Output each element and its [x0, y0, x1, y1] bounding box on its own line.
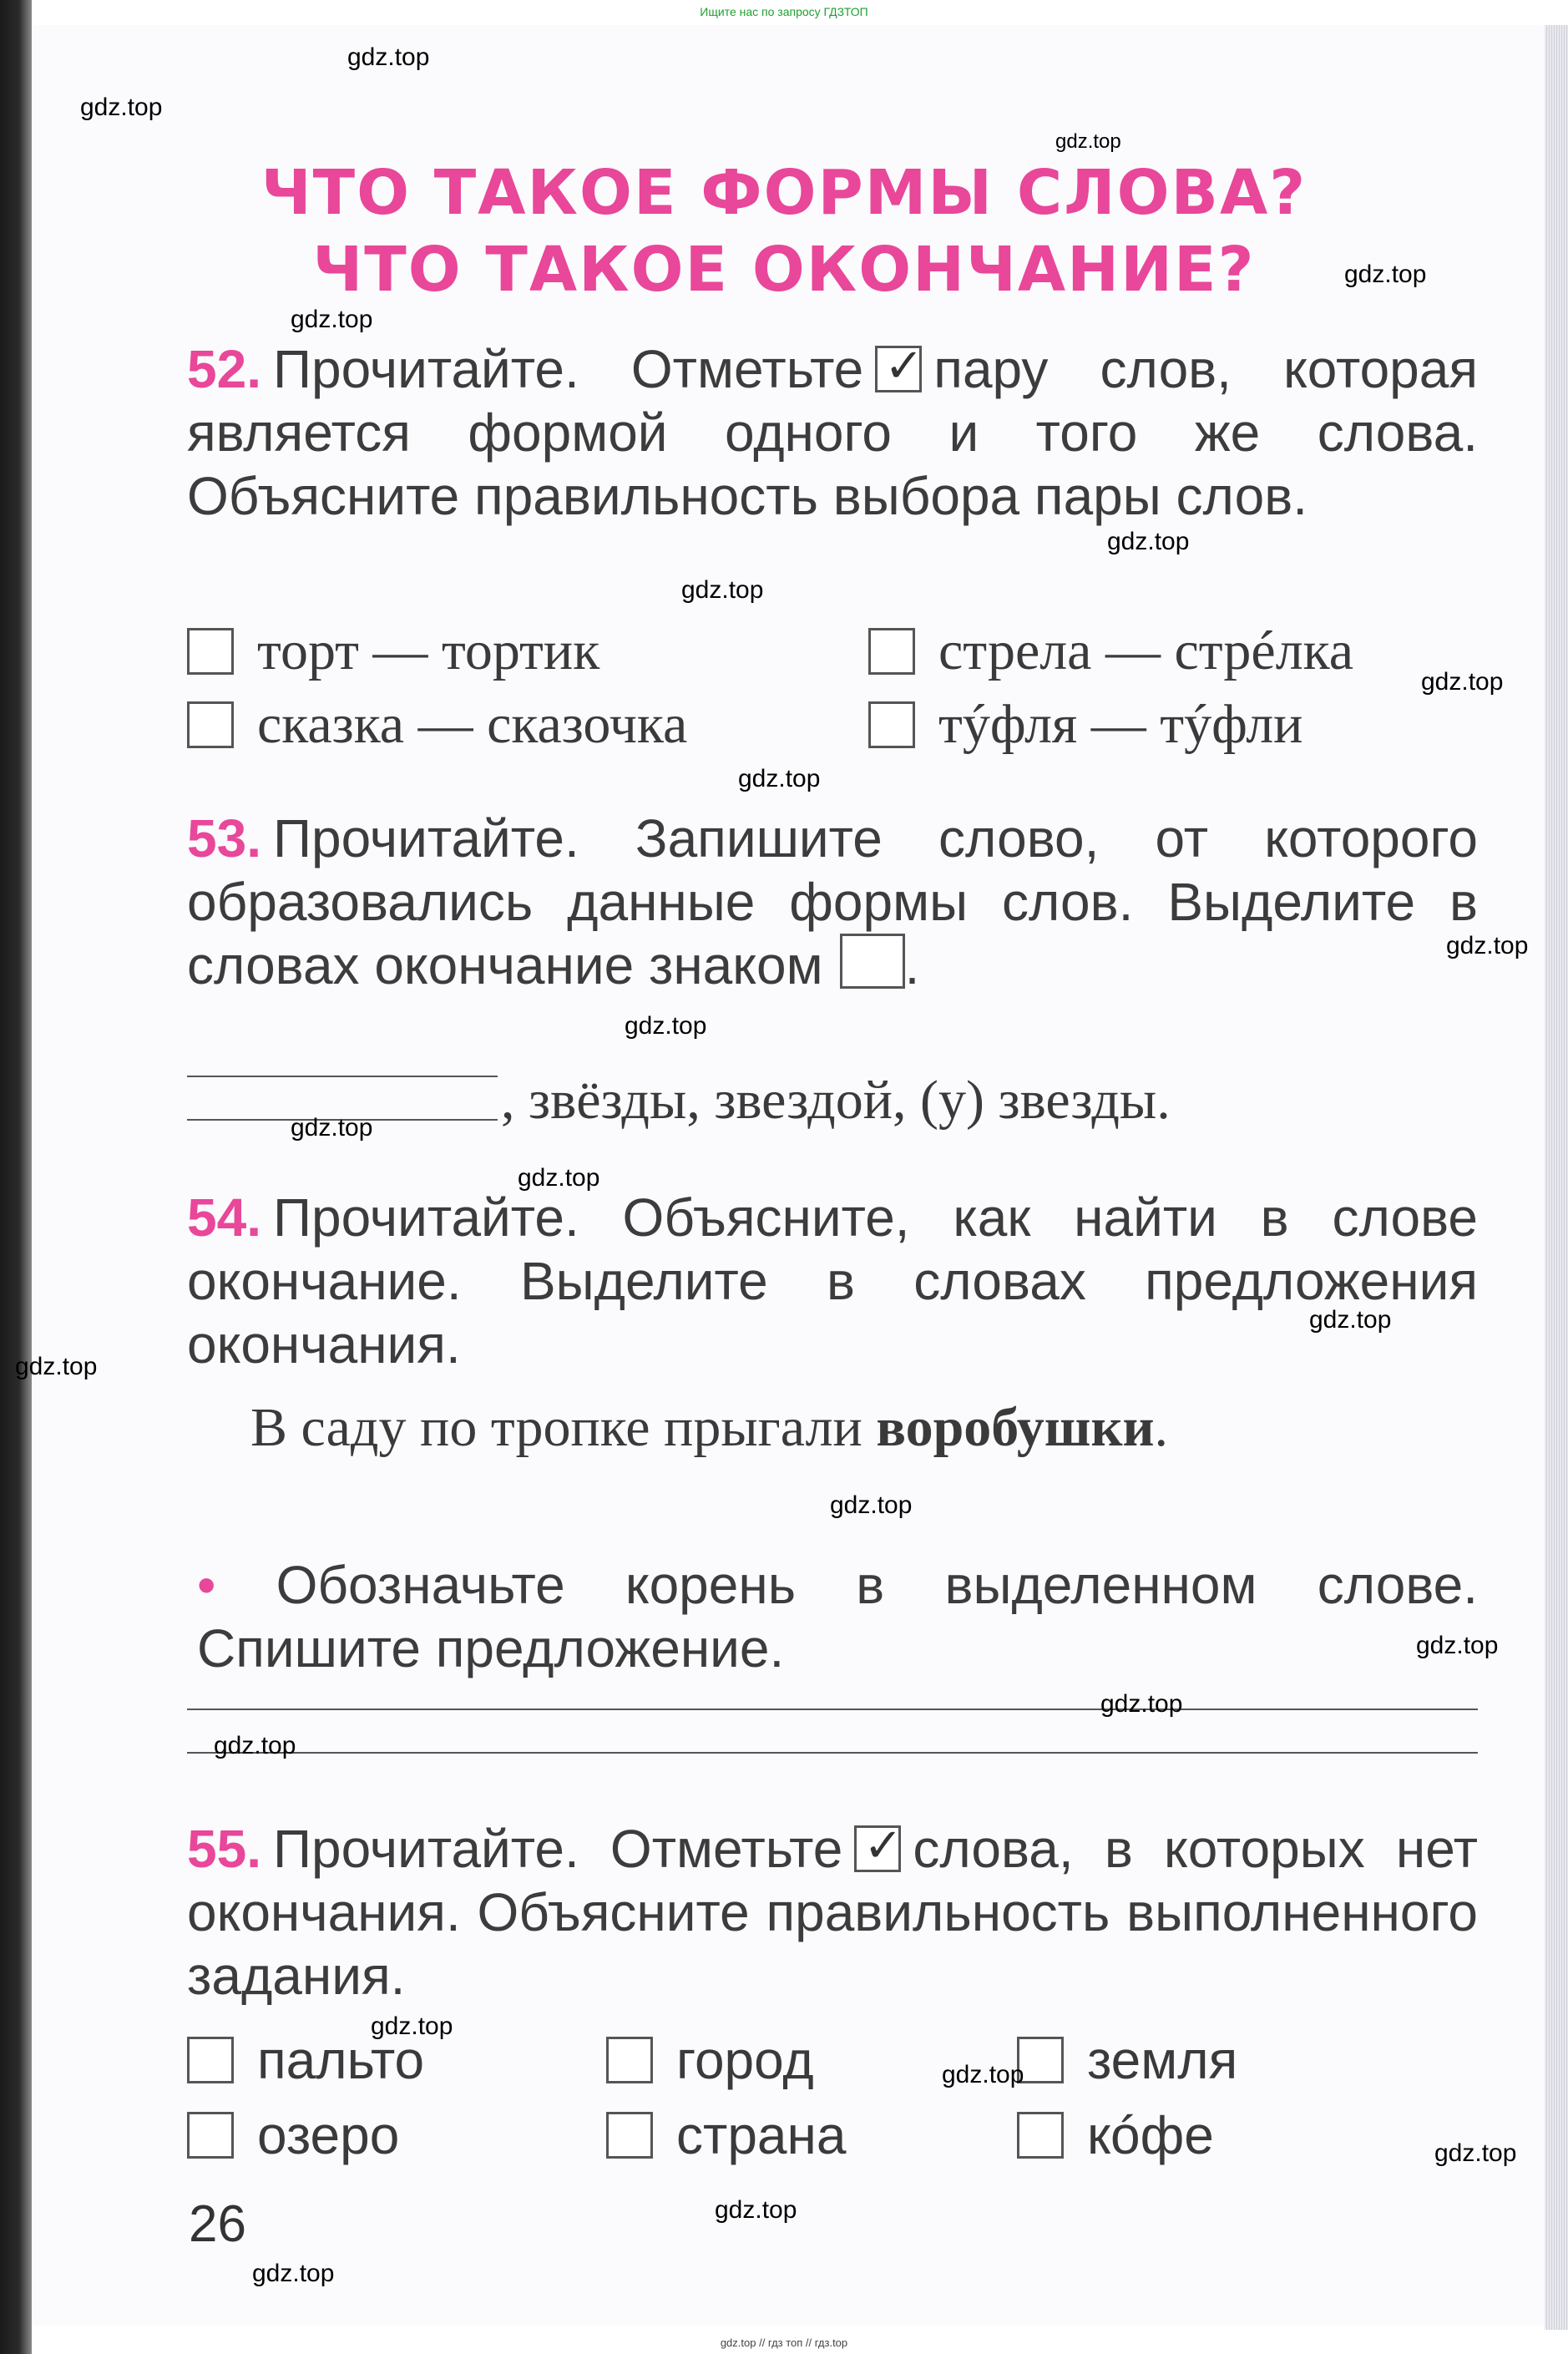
exercise-52-number: 52. — [187, 339, 261, 399]
checkmark-box-icon: ✓ — [854, 1825, 901, 1872]
ending-sign-icon — [840, 934, 905, 989]
book-spine — [0, 0, 32, 2354]
watermark: gdz.top — [1434, 2139, 1517, 2167]
bullet-icon: • — [197, 1555, 216, 1615]
exercise-54-text: 54. Прочитайте. Объясните, как найти в слове окончание. Выделите в словах предложения окончания. — [187, 1187, 1478, 1374]
exercise-55-text: 55. Прочитайте. Отметьте ✓ слова, в которых нет окончания. Объясните правильность выполненного задания. — [187, 1819, 1479, 2006]
word-option[interactable]: пальто — [187, 2029, 424, 2091]
exercise-52-text-b: пару слов, которая является формой одного и того же слова. Объясните правильность выбора пары слов. — [187, 339, 1479, 526]
pair-option-4[interactable]: тýфля — тýфли — [868, 693, 1302, 757]
watermark: gdz.top — [291, 306, 373, 333]
checkbox[interactable] — [868, 628, 915, 675]
word-option[interactable]: озеро — [187, 2104, 399, 2166]
exercise-53-number: 53. — [187, 808, 261, 868]
watermark: gdz.top — [942, 2061, 1024, 2088]
watermark: gdz.top — [1416, 1632, 1499, 1659]
watermark: gdz.top — [1055, 130, 1121, 153]
watermark: gdz.top — [1309, 1306, 1392, 1334]
exercise-54-sentence: В саду по тропке прыгали воробушки. — [250, 1397, 1169, 1458]
watermark: gdz.top — [715, 2196, 797, 2224]
footer-note: gdz.top // гдз топ // гдз.top — [720, 2336, 848, 2349]
checkbox[interactable] — [1017, 2112, 1064, 2159]
exercise-54-task: • Обозначьте корень в выделенном слове. Спишите предложение. — [197, 1555, 1479, 1678]
exercise-52-text — [187, 337, 1478, 528]
header-note: Ищите нас по запросу ГДЗТОП — [700, 5, 868, 18]
watermark: gdz.top — [625, 1012, 707, 1040]
exercise-55-number: 55. — [187, 1819, 261, 1879]
checkbox[interactable] — [187, 2037, 234, 2083]
exercise-52-text-a: Прочитайте. Отметьте — [272, 339, 864, 399]
answer-line[interactable] — [187, 1076, 498, 1077]
page-edges — [1545, 25, 1568, 2330]
checkbox[interactable] — [868, 701, 915, 748]
watermark: gdz.top — [738, 765, 821, 792]
watermark: gdz.top — [681, 576, 764, 604]
exercise-54-number: 54. — [187, 1187, 261, 1248]
page-number: 26 — [189, 2195, 246, 2253]
title-line-1: ЧТО ТАКОЕ ФОРМЫ СЛОВА? — [260, 157, 1308, 229]
pair-option-2[interactable]: стрела — стрéлка — [868, 620, 1353, 683]
watermark: gdz.top — [1344, 261, 1427, 288]
watermark: gdz.top — [347, 43, 430, 71]
watermark: gdz.top — [252, 2260, 335, 2287]
checkbox[interactable] — [606, 2112, 653, 2159]
checkbox[interactable] — [606, 2037, 653, 2083]
checkbox[interactable] — [187, 701, 234, 748]
watermark: gdz.top — [1107, 528, 1190, 555]
title-line-2: ЧТО ТАКОЕ ОКОНЧАНИЕ? — [312, 234, 1256, 306]
checkmark-box-icon: ✓ — [875, 346, 922, 392]
watermark: gdz.top — [1446, 932, 1529, 959]
watermark: gdz.top — [291, 1114, 373, 1142]
watermark: gdz.top — [214, 1732, 296, 1759]
checkbox[interactable] — [187, 2112, 234, 2159]
watermark: gdz.top — [371, 2012, 453, 2040]
word-option[interactable]: кóфе — [1017, 2104, 1214, 2166]
highlighted-word: воробушки — [876, 1397, 1155, 1458]
exercise-53-text: 53. Прочитайте. Запишите слово, от которого образовались данные формы слов. Выделите в словах окончание знаком . — [187, 808, 1478, 995]
word-option[interactable]: город — [606, 2029, 814, 2091]
watermark: gdz.top — [1421, 668, 1504, 696]
answer-line[interactable] — [187, 1752, 1478, 1754]
exercise-53-forms: , звёзды, звездой, (у) звезды. — [501, 1070, 1171, 1131]
pair-option-1[interactable]: торт — тортик — [187, 620, 599, 683]
watermark: gdz.top — [1100, 1690, 1183, 1718]
word-option[interactable]: земля — [1017, 2029, 1237, 2091]
watermark: gdz.top — [518, 1164, 600, 1192]
watermark: gdz.top — [80, 94, 163, 121]
watermark: gdz.top — [830, 1491, 913, 1519]
answer-line[interactable] — [187, 1709, 1478, 1710]
watermark: gdz.top — [15, 1353, 98, 1380]
word-option[interactable]: страна — [606, 2104, 846, 2166]
pair-option-3[interactable]: сказка — сказочка — [187, 693, 687, 757]
checkbox[interactable] — [187, 628, 234, 675]
